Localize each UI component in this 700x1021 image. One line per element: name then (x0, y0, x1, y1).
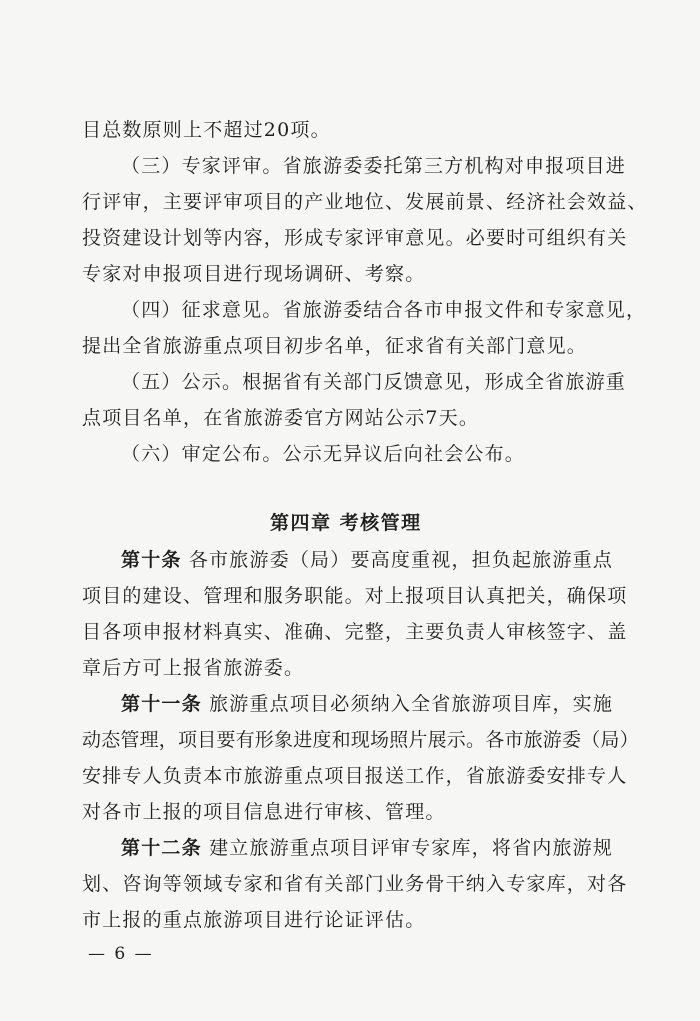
article-10-first-line (121, 548, 613, 572)
text-line: 目各项申报材料真实、准确、完整，主要负责人审核签字、盖 (82, 621, 628, 643)
article-11-first-line (121, 692, 613, 716)
text-line: 动态管理，项目要有形象进度和现场照片展示。各市旅游委（局） (82, 729, 639, 751)
text-line: （五）公示。根据省有关部门反馈意见，形成全省旅游重 (121, 371, 627, 393)
text-line: 对各市上报的项目信息进行审核、管理。 (82, 801, 446, 823)
text-line: 提出全省旅游重点项目初步名单，征求省有关部门意见。 (82, 335, 588, 357)
text-line: 安排专人负责本市旅游重点项目报送工作，省旅游委安排专人 (82, 765, 628, 787)
text-line: 目总数原则上不超过20项。 (82, 119, 331, 141)
text-line: 各市旅游委（局）要高度重视，担负起旅游重点 (188, 549, 614, 571)
text-line: 专家对申报项目进行现场调研、考察。 (82, 263, 426, 285)
text-line: 市上报的重点旅游项目进行论证评估。 (82, 909, 426, 931)
text-line: 章后方可上报省旅游委。 (82, 657, 305, 679)
article-11-label: 第十一条 (121, 693, 202, 715)
text-line: 划、咨询等领域专家和省有关部门业务骨干纳入专家库，对各 (82, 873, 628, 895)
text-line: （六）审定公布。公示无异议后向社会公布。 (121, 443, 526, 465)
article-12-first-line (121, 836, 613, 860)
chapter-heading: 第四章 考核管理 (270, 512, 422, 534)
text-line: 项目的建设、管理和服务职能。对上报项目认真把关，确保项 (82, 585, 628, 607)
article-12-label: 第十二条 (121, 837, 202, 859)
text-line: 旅游重点项目必须纳入全省旅游项目库，实施 (209, 693, 614, 715)
page-number: — 6 — (88, 944, 154, 964)
article-10-label: 第十条 (121, 549, 182, 571)
text-line: 点项目名单，在省旅游委官方网站公示7天。 (82, 407, 480, 429)
text-line: 行评审，主要评审项目的产业地位、发展前景、经济社会效益、 (82, 191, 648, 213)
text-line: 投资建设计划等内容，形成专家评审意见。必要时可组织有关 (82, 227, 628, 249)
text-line: （四）征求意见。省旅游委结合各市申报文件和专家意见， (121, 299, 647, 321)
text-line: （三）专家评审。省旅游委委托第三方机构对申报项目进 (121, 155, 627, 177)
text-line: 建立旅游重点项目评审专家库，将省内旅游规 (209, 837, 614, 859)
